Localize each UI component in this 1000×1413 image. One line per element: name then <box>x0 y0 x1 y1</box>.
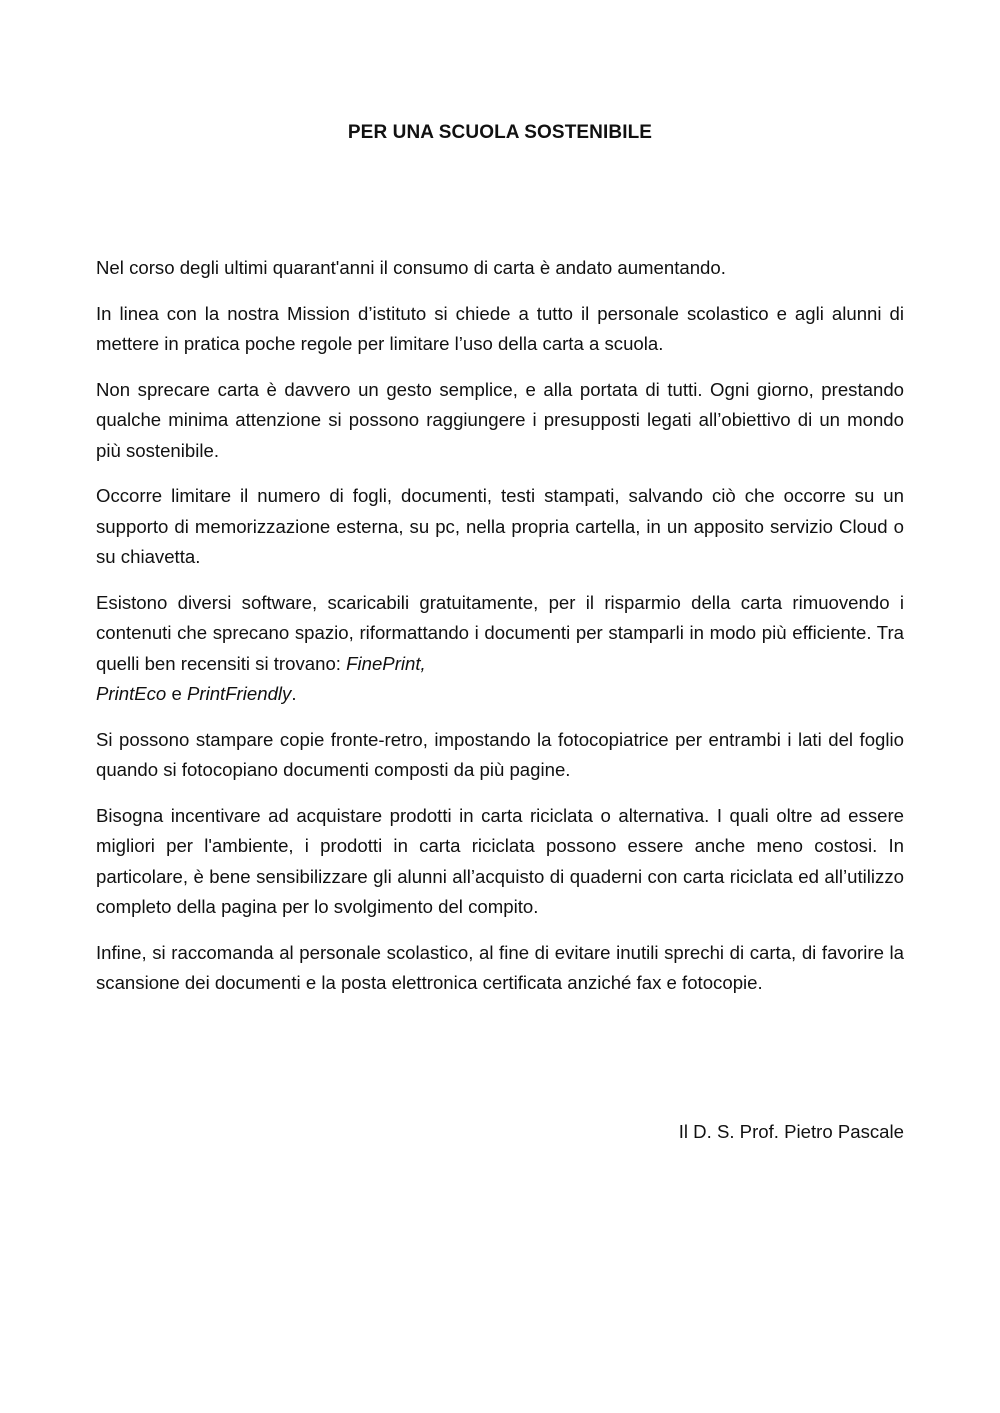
paragraph-double-sided: Si possono stampare copie fronte-retro, impostando la fotocopiatrice per entrambi i lati del foglio quando si fotocopiano documenti composti da più pagine. <box>96 728 904 780</box>
paragraph-limit-printing: Occorre limitare il numero di fogli, documenti, testi stampati, salvando ciò che occorre su un supporto di memorizzazione esterna, su pc, nella propria cartella, in un apposito servizio Cloud o su chiavetta. <box>96 485 904 567</box>
paragraph-software-text: Esistono diversi software, scaricabili gratuitamente, per il risparmio della carta rimuovendo i contenuti che sprecano spazio, riformattando i documenti per stamparli in modo più efficiente. Tra quelli ben recensiti si trovano: <box>96 591 904 674</box>
paragraph-software-end: . <box>291 683 297 704</box>
paragraph-simple-gesture: Non sprecare carta è davvero un gesto semplice, e alla portata di tutti. Ogni giorno, prestando qualche minima attenzione si possono raggiungere i presupposti legati all’obiettivo di un mondo più sostenibile. <box>96 378 904 461</box>
signature: Il D. S. Prof. Pietro Pascale <box>678 1121 904 1142</box>
software-printfriendly: PrintFriendly <box>186 683 292 704</box>
paragraph-mission: In linea con la nostra Mission d’istituto si chiede a tutto il personale scolastico e agli alunni di mettere in pratica poche regole per limitare l’uso della carta a scuola. <box>96 302 904 354</box>
software-fineprint: FinePrint, <box>346 652 426 674</box>
paragraph-recycled-paper: Bisogna incentivare ad acquistare prodotti in carta riciclata o alternativa. I quali oltre ad essere migliori per l'ambiente, i prodotti in carta riciclata possono essere anche meno costosi. In particolare, è bene sensibilizzare gli alunni all’acquisto di quaderni con carta riciclata ed all’utilizzo completo della pagina per lo svolgimento del compito. <box>96 804 904 917</box>
software-printeco: PrintEco <box>96 683 167 704</box>
paragraph-software <box>96 588 904 710</box>
software-conjunction: e <box>166 683 187 704</box>
document-title: PER UNA SCUOLA SOSTENIBILE <box>347 122 653 143</box>
paragraph-conclusion: Infine, si raccomanda al personale scolastico, al fine di evitare inutili sprechi di carta, di favorire la scansione dei documenti e la posta elettronica certificata anziché fax e fotocopie. <box>96 941 904 993</box>
document-body <box>96 253 904 1014</box>
paragraph-paper-consumption: Nel corso degli ultimi quarant'anni il consumo di carta è andato aumentando. <box>96 257 726 278</box>
